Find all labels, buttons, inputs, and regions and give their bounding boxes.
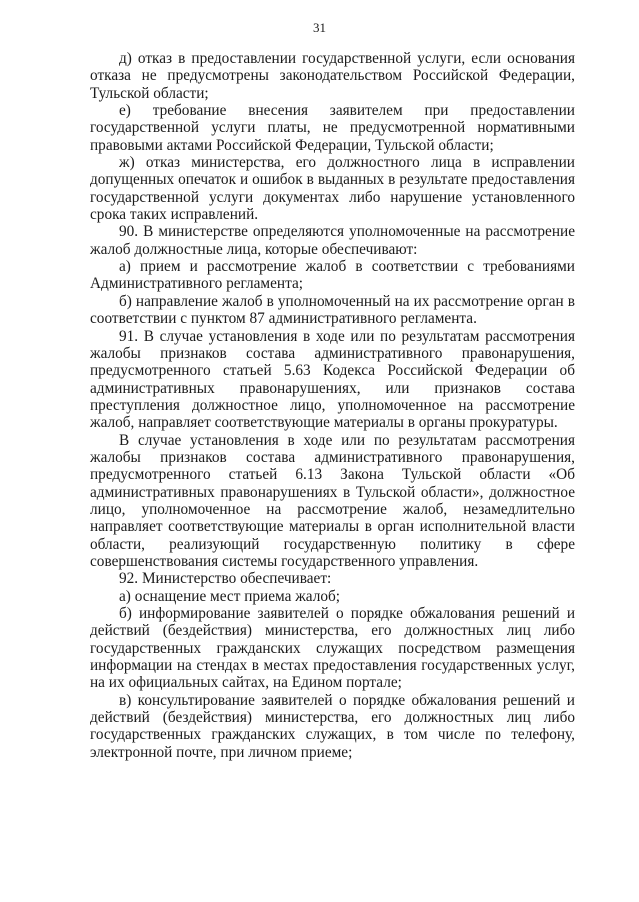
paragraph-item-b: б) направление жалоб в уполномоченный на их рассмотрение орган в соответствии с пунктом 87 административного регламента. <box>90 292 575 328</box>
paragraph-item-b-92: б) информирование заявителей о порядке обжалования решений и действий (бездействия) министерства, его должностных лиц либо государственных гражданских служащих посредством размещения информации на стендах в местах предоставления государственных услуг, на их официальных сайтах, на Едином портале; <box>90 605 575 692</box>
paragraph-section-90: 90. В министерстве определяются уполномоченные на рассмотрение жалоб должностные лица, которые обеспечивают: <box>90 223 575 258</box>
document-body <box>90 50 575 761</box>
page-number: 31 <box>313 20 326 35</box>
paragraph-item-a: а) прием и рассмотрение жалоб в соответствии с требованиями Административного регламента; <box>90 258 575 293</box>
paragraph-item-v-92: в) консультирование заявителей о порядке обжалования решений и действий (бездействия) министерства, его должностных лиц либо государственных гражданских служащих, в том числе по телефону, электронной почте, при личном приеме; <box>90 691 575 761</box>
paragraph-section-91-continued: В случае установления в ходе или по результатам рассмотрения жалобы признаков состава административного правонарушения, предусмотренного статьей 6.13 Закона Тульской области «Об административных правонарушениях в Тульской области», должностное лицо, уполномоченное на рассмотрение жалоб, незамедлительно направляет соответствующие материалы в орган исполнительной власти области, реализующий государственную политику в сфере совершенствования системы государственного управления. <box>90 431 575 570</box>
paragraph-item-d: д) отказ в предоставлении государственной услуги, если основания отказа не предусмотрены законодательством Российской Федерации, Тульской области; <box>90 50 575 102</box>
paragraph-section-91: 91. В случае установления в ходе или по результатам рассмотрения жалобы признаков состава административного правонарушения, предусмотренного статьей 5.63 Кодекса Российской Федерации об административных правонарушениях, или признаков состава преступления должностное лицо, уполномоченное на рассмотрение жалоб, направляет соответствующие материалы в органы прокуратуры. <box>90 327 575 432</box>
paragraph-item-a-92: а) оснащение мест приема жалоб; <box>119 587 341 605</box>
paragraph-item-zh: ж) отказ министерства, его должностного лица в исправлении допущенных опечаток и ошибок в выданных в результате предоставления государственной услуги документах либо нарушение установленного срока таких исправлений. <box>90 154 575 224</box>
paragraph-item-e: е) требование внесения заявителем при предоставлении государственной услуги платы, не предусмотренной нормативными правовыми актами Российской Федерации, Тульской области; <box>90 102 575 154</box>
paragraph-section-92: 92. Министерство обеспечивает: <box>119 570 332 588</box>
